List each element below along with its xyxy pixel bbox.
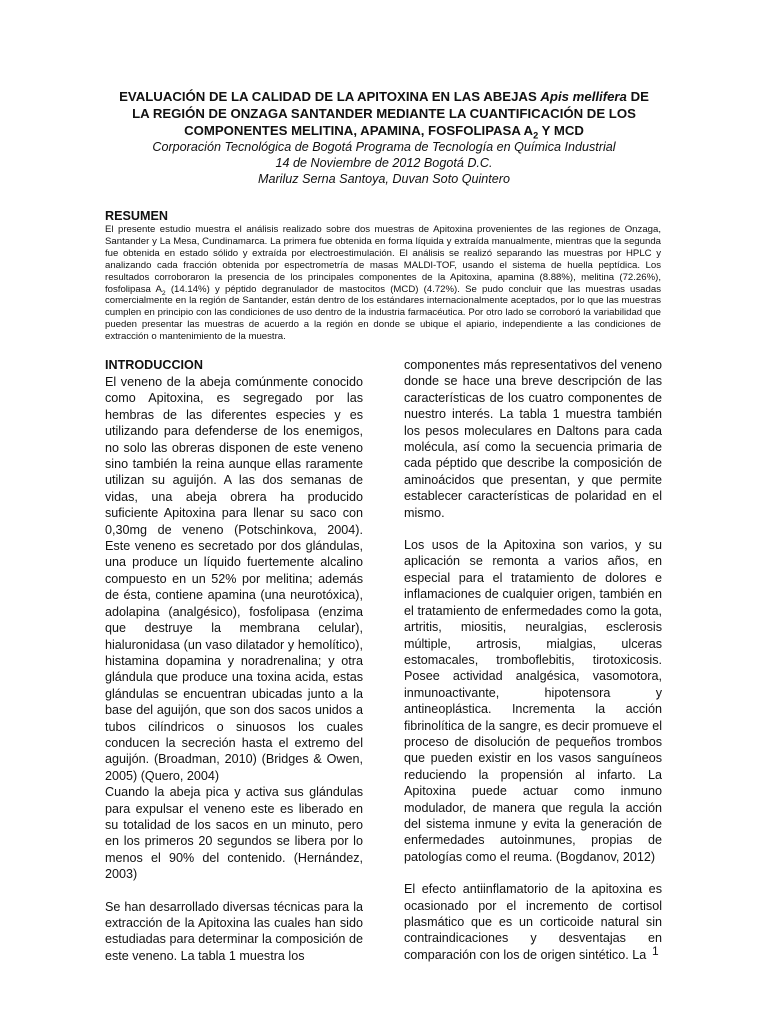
title-line-3-end: Y MCD <box>538 123 584 138</box>
left-column <box>105 357 363 964</box>
paper-title <box>100 88 668 139</box>
abstract-subscript: 2 <box>161 289 166 297</box>
title-subscript: 2 <box>533 130 539 141</box>
abstract-text <box>105 224 661 343</box>
right-paragraph-1: componentes más representativos del veneno donde se hace una breve descripción de las características de los cuatro componentes de nuestro interés. La tabla 1 muestra también los pesos moleculares en Daltons para cada molécula, así como la secuencia primaria de cada péptido que describe la composición de aminoácidos que presentan, y que permite establecer características de polaridad en el mismo. <box>404 358 662 520</box>
right-column <box>404 357 662 963</box>
intro-paragraph-3: Se han desarrollado diversas técnicas para la extracción de la Apitoxina las cuales han sido estudiadas para determinar la composición de este veneno. La tabla 1 muestra los <box>105 899 363 963</box>
abstract-part-1: El presente estudio muestra el análisis realizado sobre dos muestras de Apitoxina provenientes de las regiones de Onzaga, Santander y La Mesa, Cundinamarca. La primera fue obtenida en forma líquida y extraída manualmente, mientras que la segunda fue obtenida en estado sólido y extraída por electroestimulación. El análisis se realizó separando las muestras por HPLC y analizando cada fracción obtenida por espectrometría de masas MALDI-TOF, usando el sistema de huella peptídica. Los resultados corroboraron la presencia de los principales componentes de la Apitoxina, apamina (8.88%), melitina (72.26%), fosfolipasa A <box>105 224 661 295</box>
intro-paragraph-1: El veneno de la abeja comúnmente conocido como Apitoxina, es segregado por las hembras de las diferentes especies y es utilizando para defenderse de los enemigos, no solo las obreras disponen de este veneno sino también la reina aunque ellas raramente utilizan su aguijón. A las dos semanas de vidas, una abeja obrera ha producido suficiente Apitoxina para llenar su saco con 0,30mg de veneno (Potschinkova, 2004). Este veneno es secretado por dos glándulas, una produce un líquido fuertemente alcalino compuesto en un 52% por melitina; además de ésta, contiene apamina (una neurotóxica), adolapina (analgésico), fosfolipasa (enzima que destruye la membrana celular), hialuronidasa (un vaso dilatador y hemolítico), histamina dopamina y noradrenalina; y otra glándula que produce una toxina acida, estas glándulas se encuentran ubicadas junto a la base del aguijón, que son dos sacos unidos a tubos cilíndricos o sinuosos los cuales conducen la secreción hasta el extremo del aguijón. (Broadman, 2010) (Bridges & Owen, 2005) (Quero, 2004) <box>105 375 363 783</box>
title-line-2: LA REGIÓN DE ONZAGA SANTANDER MEDIANTE LA CUANTIFICACIÓN DE LOS <box>132 106 636 121</box>
date-location: 14 de Noviembre de 2012 Bogotá D.C. <box>275 156 493 170</box>
title-line-1-end: DE <box>626 89 649 104</box>
institution: Corporación Tecnológica de Bogotá Programa de Tecnología en Química Industrial <box>152 140 616 154</box>
intro-paragraph-2: Cuando la abeja pica y activa sus glándulas para expulsar el veneno este es liberado en su totalidad de los sacos en un minuto, pero en los primeros 20 segundos se libera por lo menos el 90% del contenido. (Hernández, 2003) <box>105 785 363 882</box>
page-number: 1 <box>652 944 659 958</box>
abstract-heading: RESUMEN <box>105 209 168 223</box>
right-paragraph-3: El efecto antiinflamatorio de la apitoxina es ocasionado por el incremento de cortisol plasmático que es un corticoide natural sin contraindicaciones y desventajas en comparación con los de origen sintético. La <box>404 882 662 962</box>
title-line-1: EVALUACIÓN DE LA CALIDAD DE LA APITOXINA EN LAS ABEJAS <box>119 89 541 104</box>
intro-heading: INTRODUCCION <box>105 358 203 372</box>
title-line-3: COMPONENTES MELITINA, APAMINA, FOSFOLIPASA A <box>184 123 534 138</box>
right-paragraph-2: Los usos de la Apitoxina son varios, y su aplicación se remonta a varios años, en especial para el tratamiento de dolores e inflamaciones de cualquier origen, también en el tratamiento de enfermedades como la gota, artritis, miositis, neuralgias, esclerosis múltiple, artrosis, mialgias, ulceras estomacales, tromboflebitis, tirotoxicosis. Posee actividad analgésica, vasomotora, inmunoactivante, hipotensora y antineoplástica. Incrementa la acción fibrinolítica de la sangre, es decir promueve el proceso de disolución de pequeños trombos que pueden existir en los vasos sanguíneos reduciendo la propensión al infarto. La Apitoxina puede actuar como inmuno modulador, de manera que regula la acción del sistema inmune y evita la generación de enfermedades autoinmunes, propias de patologías como el reuma. (Bogdanov, 2012) <box>404 538 662 864</box>
abstract-part-2: (14.14%) y péptido degranulador de mastocitos (MCD) (4.72%). Se pudo concluir que las muestras usadas comercialmente en la región de Santander, están dentro de los estándares internacionalmente aceptados, por lo que las muestras cumplen en principio con las condiciones de uso dentro de la industria farmacéutica. Por otro lado se corroboró la variabilidad que pueden presentar las muestras de acuerdo a la región en donde se ubique el apiario, independiente a las condiciones de extracción o mantenimiento de la muestra. <box>105 283 661 343</box>
authors: Mariluz Serna Santoya, Duvan Soto Quintero <box>257 172 510 186</box>
title-species: Apis mellifera <box>540 89 627 104</box>
title-block <box>100 88 668 187</box>
